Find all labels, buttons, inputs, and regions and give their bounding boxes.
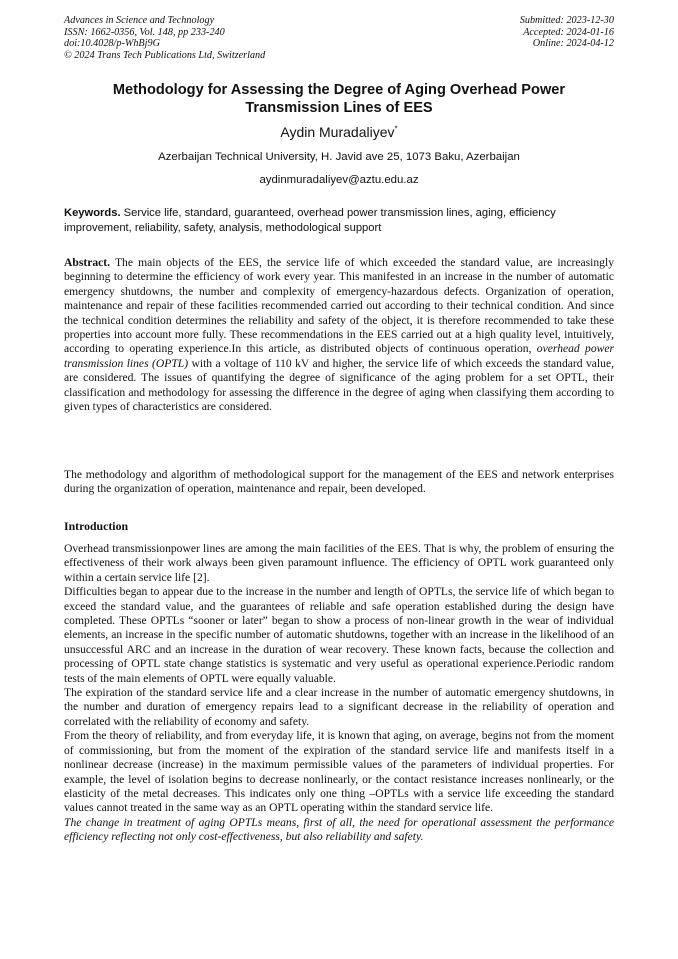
keywords-text: Service life, standard, guaranteed, overhead power transmission lines, aging, efficiency improvement, reliability, safety, analysis, methodological support [64, 207, 556, 234]
keywords-label: Keywords. [64, 207, 121, 219]
abstract-part1: The main objects of the EES, the service life of which exceeded the standard value, are increasingly beginning to determine the efficiency of work every year. This manifested in an increase in the number of automatic emergency shutdowns, the number and complexity of emergency-hazardous defects. Organization of operation, maintenance and repair of these facilities recommended carried out according to their technical condition. And since the technical condition determines the reliability and safety of the object, it is therefore recommended to take these properties into account more fully. These recommendations in the EES carried out at a high quality level, intuitively, according to operating experience.In this article, as distributed objects of continuous operation, [64, 256, 614, 356]
intro-p5: The change in treatment of aging OPTLs means, first of all, the need for operational assessment the performance efficiency reflecting not only cost-effectiveness, but also reliability and safety. [64, 815, 614, 844]
author-name: Aydin Muradaliyev [280, 124, 395, 140]
journal-info [64, 15, 265, 61]
author-email: aydinmuradaliyev@aztu.edu.az [259, 174, 419, 186]
intro-p4: From the theory of reliability, and from everyday life, it is known that aging, on average, begins not from the moment of commissioning, but from the moment of the expiration of the standard service life and manifests itself in a nonlinear decrease (increase) in the maximum permissible values of the parameters of individual properties. For example, the level of isolation begins to decrease nonlinearly, or the contact resistance increases nonlinearly, or the elasticity of the metal decreases. This indicates only one thing –OPTLs with a service life exceeding the standard values cannot treated in the same way as an OPTL operating within the standard service life. [64, 729, 614, 815]
intro-p2: Difficulties began to appear due to the increase in the number and length of OPTLs, the service life of which began to exceed the standard value, and the guarantees of reliable and safe operation established during the design have completed. These OPTLs “sooner or later” began to show a process of non-linear growth in the wear of individual elements, an increase in the specific number of automatic shutdowns, together with an increase in the likelihood of an unsuccessful ARC and an increase in the duration of wear recovery. These known facts, because the collection and processing of OPTL state change statistics is systematic and very useful as operational experience.Periodic random tests of the main elements of OPTL were equally valuable. [64, 585, 614, 685]
abstract-label: Abstract. [64, 256, 111, 269]
paper-title: Methodology for Assessing the Degree of Aging Overhead Power Transmission Lines of EES [112, 82, 566, 116]
affiliation: Azerbaijan Technical University, H. Javid ave 25, 1073 Baku, Azerbaijan [158, 151, 520, 163]
abstract-italic: overhead power transmission lines (OPTL) [64, 342, 615, 370]
journal-name: Advances in Science and Technology [64, 15, 215, 26]
author-mark: * [394, 124, 398, 134]
introduction-heading: Introduction [64, 519, 129, 533]
submitted-date: Submitted: 2023-12-30 [519, 15, 614, 26]
online-date: Online: 2024-04-12 [532, 38, 614, 50]
publication-dates [520, 15, 614, 50]
abstract-part2: with a voltage of 110 kV and higher, the service life of which exceeds the standard value, are considered. The issues of quantifying the degree of significance of the aging problem for a set OPTL, their classification and methodology for assessing the difference in the degree of aging when classifying them according to given types of characteristics are considered. [64, 356, 614, 414]
introduction-body [64, 542, 614, 845]
accepted-date: Accepted: 2024-01-16 [523, 26, 614, 38]
author-line [0, 124, 678, 140]
abstract [64, 256, 614, 414]
issn: ISSN: 1662-0356, Vol. 148, pp 233-240 [64, 26, 225, 38]
intro-p1: Overhead transmissionpower lines are among the main facilities of the EES. That is why, the problem of ensuring the effectiveness of their work always been given paramount influence. The efficiency of OPTL work guaranteed only within a certain service life [2]. [64, 542, 614, 584]
abstract-p2-text: The methodology and algorithm of methodological support for the management of the EES and network enterprises during the organization of operation, maintenance and repair, been developed. [64, 468, 614, 496]
doi: doi:10.4028/p-WhBj9G [64, 38, 160, 50]
keywords [64, 206, 614, 235]
intro-p3: The expiration of the standard service life and a clear increase in the number of automatic emergency shutdowns, in the number and duration of emergency repairs lead to a significant decrease in the reliability of operation and correlated with the reliability of economy and safety. [64, 686, 614, 728]
abstract-paragraph-2 [64, 468, 614, 497]
copyright: © 2024 Trans Tech Publications Ltd, Switzerland [64, 49, 266, 61]
